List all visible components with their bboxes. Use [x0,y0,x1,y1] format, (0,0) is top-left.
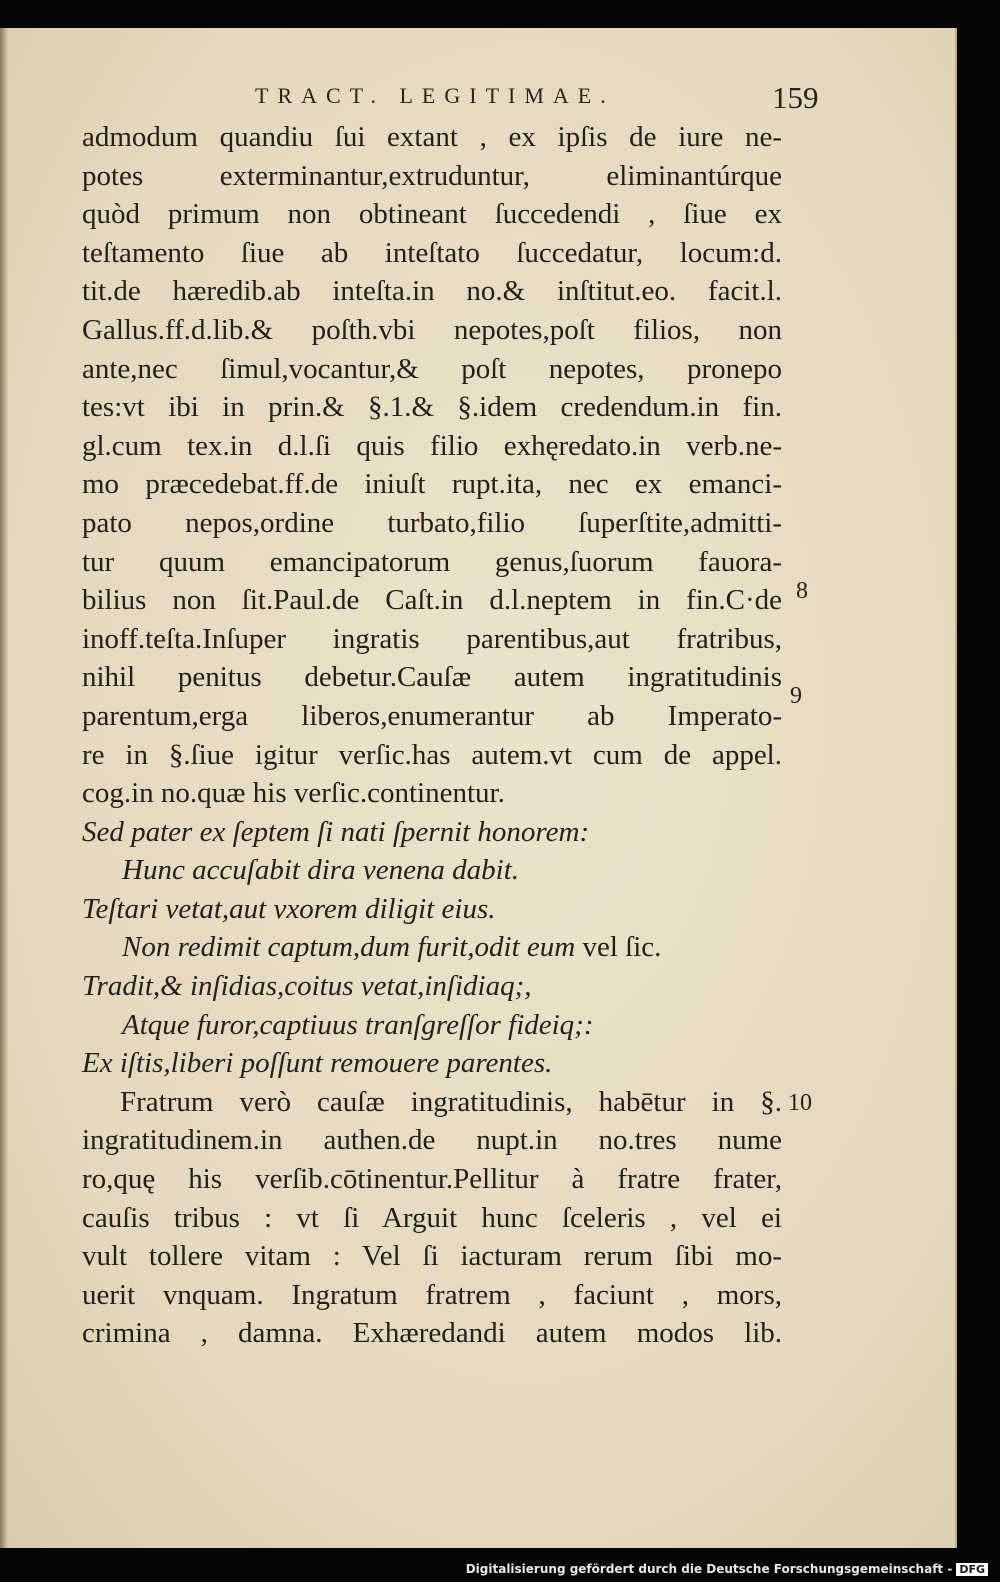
verse-line: Atque furor,captiuus tranſgreſſor fideiq;: [122,1008,594,1041]
margin-note: 8 [796,578,808,604]
verse-tail: vel ſic. [582,931,662,964]
paragraph-line: ingratitudinem.in authen.de nupt.in no.tres nume [82,1124,782,1157]
body-line: tes:vt ibi in prin.& §.1.& §.idem credendum.in fin. [82,391,782,424]
body-line: tur quum emancipatorum genus,ſuorum fauora- [82,545,782,578]
verse-text: Non redimit captum,dum furit,odit eum [122,931,576,964]
page-text-block [82,118,782,1353]
paragraph-line: vult tollere vitam : Vel ſi iacturam rerum ſibi mo- [82,1240,782,1273]
body-line: potes exterminantur,extruduntur, eliminantúrque [82,159,782,192]
verse-line-mixed [82,928,782,967]
body-line: mo præcedebat.ff.de iniuſt rupt.ita, nec ex emanci- [82,468,782,501]
body-line: quòd primum non obtineant ſuccedendi , ſiue ex [82,198,782,231]
paragraph-line: cauſis tribus : vt ſi Arguit hunc ſceleris , vel ei [82,1201,782,1234]
dfg-logo: DFG [956,1563,988,1576]
paragraph-line: crimina , damna. Exhæredandi autem modos lib. [82,1317,782,1350]
verse-line: Tradit,& inſidias,coitus vetat,inſidiaq;, [82,970,532,1003]
body-line: admodum quandiu ſui extant , ex ipſis de iure ne- [82,121,782,153]
body-line: parentum,erga liberos,enumerantur ab Imperato- [82,699,782,732]
page-gutter-edge [0,28,8,1548]
body-line: teſtamento ſiue ab inteſtato ſuccedatur, locum:d. [82,236,782,269]
verse-line: Sed pater ex ſeptem ſi nati ſpernit honorem: [82,815,590,848]
body-line: nihil penitus debetur.Cauſæ autem ingratitudinis [82,661,782,694]
verse-line: Hunc accuſabit dira venena dabit. [122,854,520,887]
body-line: ante,nec ſimul,vocantur,& poſt nepotes, pronepo [82,352,782,385]
paragraph-line: uerit vnquam. Ingratum fratrem , faciunt , mors, [82,1278,782,1311]
body-line: tit.de hæredib.ab inteſta.in no.& inſtitut.eo. facit.l. [82,275,782,308]
body-line: bilius non ſit.Paul.de Caſt.in d.l.neptem in fin.C·de [82,584,782,617]
body-line: Gallus.ff.d.lib.& poſth.vbi nepotes,poſt filios, non [82,313,782,346]
body-line: re in §.ſiue igitur verſic.has autem.vt cum de appel. [82,738,782,771]
paragraph-line: Fratrum verò cauſæ ingratitudinis, habētur in §. [120,1085,782,1118]
credit-text: Digitalisierung gefördert durch die Deutsche Forschungsgemeinschaft - [465,1562,953,1576]
verse-line: Teſtari vetat,aut vxorem diligit eius. [82,892,496,925]
margin-note: 10 [788,1090,812,1116]
margin-note: 9 [790,683,802,709]
digitization-credit [466,1562,988,1576]
body-line: inoff.teſta.Inſuper ingratis parentibus,aut fratribus, [82,622,782,655]
body-line: gl.cum tex.in d.l.ſi quis filio exhęredato.in verb.ne- [82,429,782,462]
body-line: pato nepos,ordine turbato,filio ſuperſtite,admitti- [82,506,782,539]
paragraph-line: ro,quę his verſib.cōtinentur.Pellitur à fratre frater, [82,1163,782,1196]
page-number: 159 [772,80,819,115]
body-line: cog.in no.quæ his verſic.continentur. [82,777,505,810]
running-head: TRACT. LEGITIMAE. [255,83,615,108]
verse-line: Ex iſtis,liberi poſſunt remouere parentes. [82,1047,553,1080]
